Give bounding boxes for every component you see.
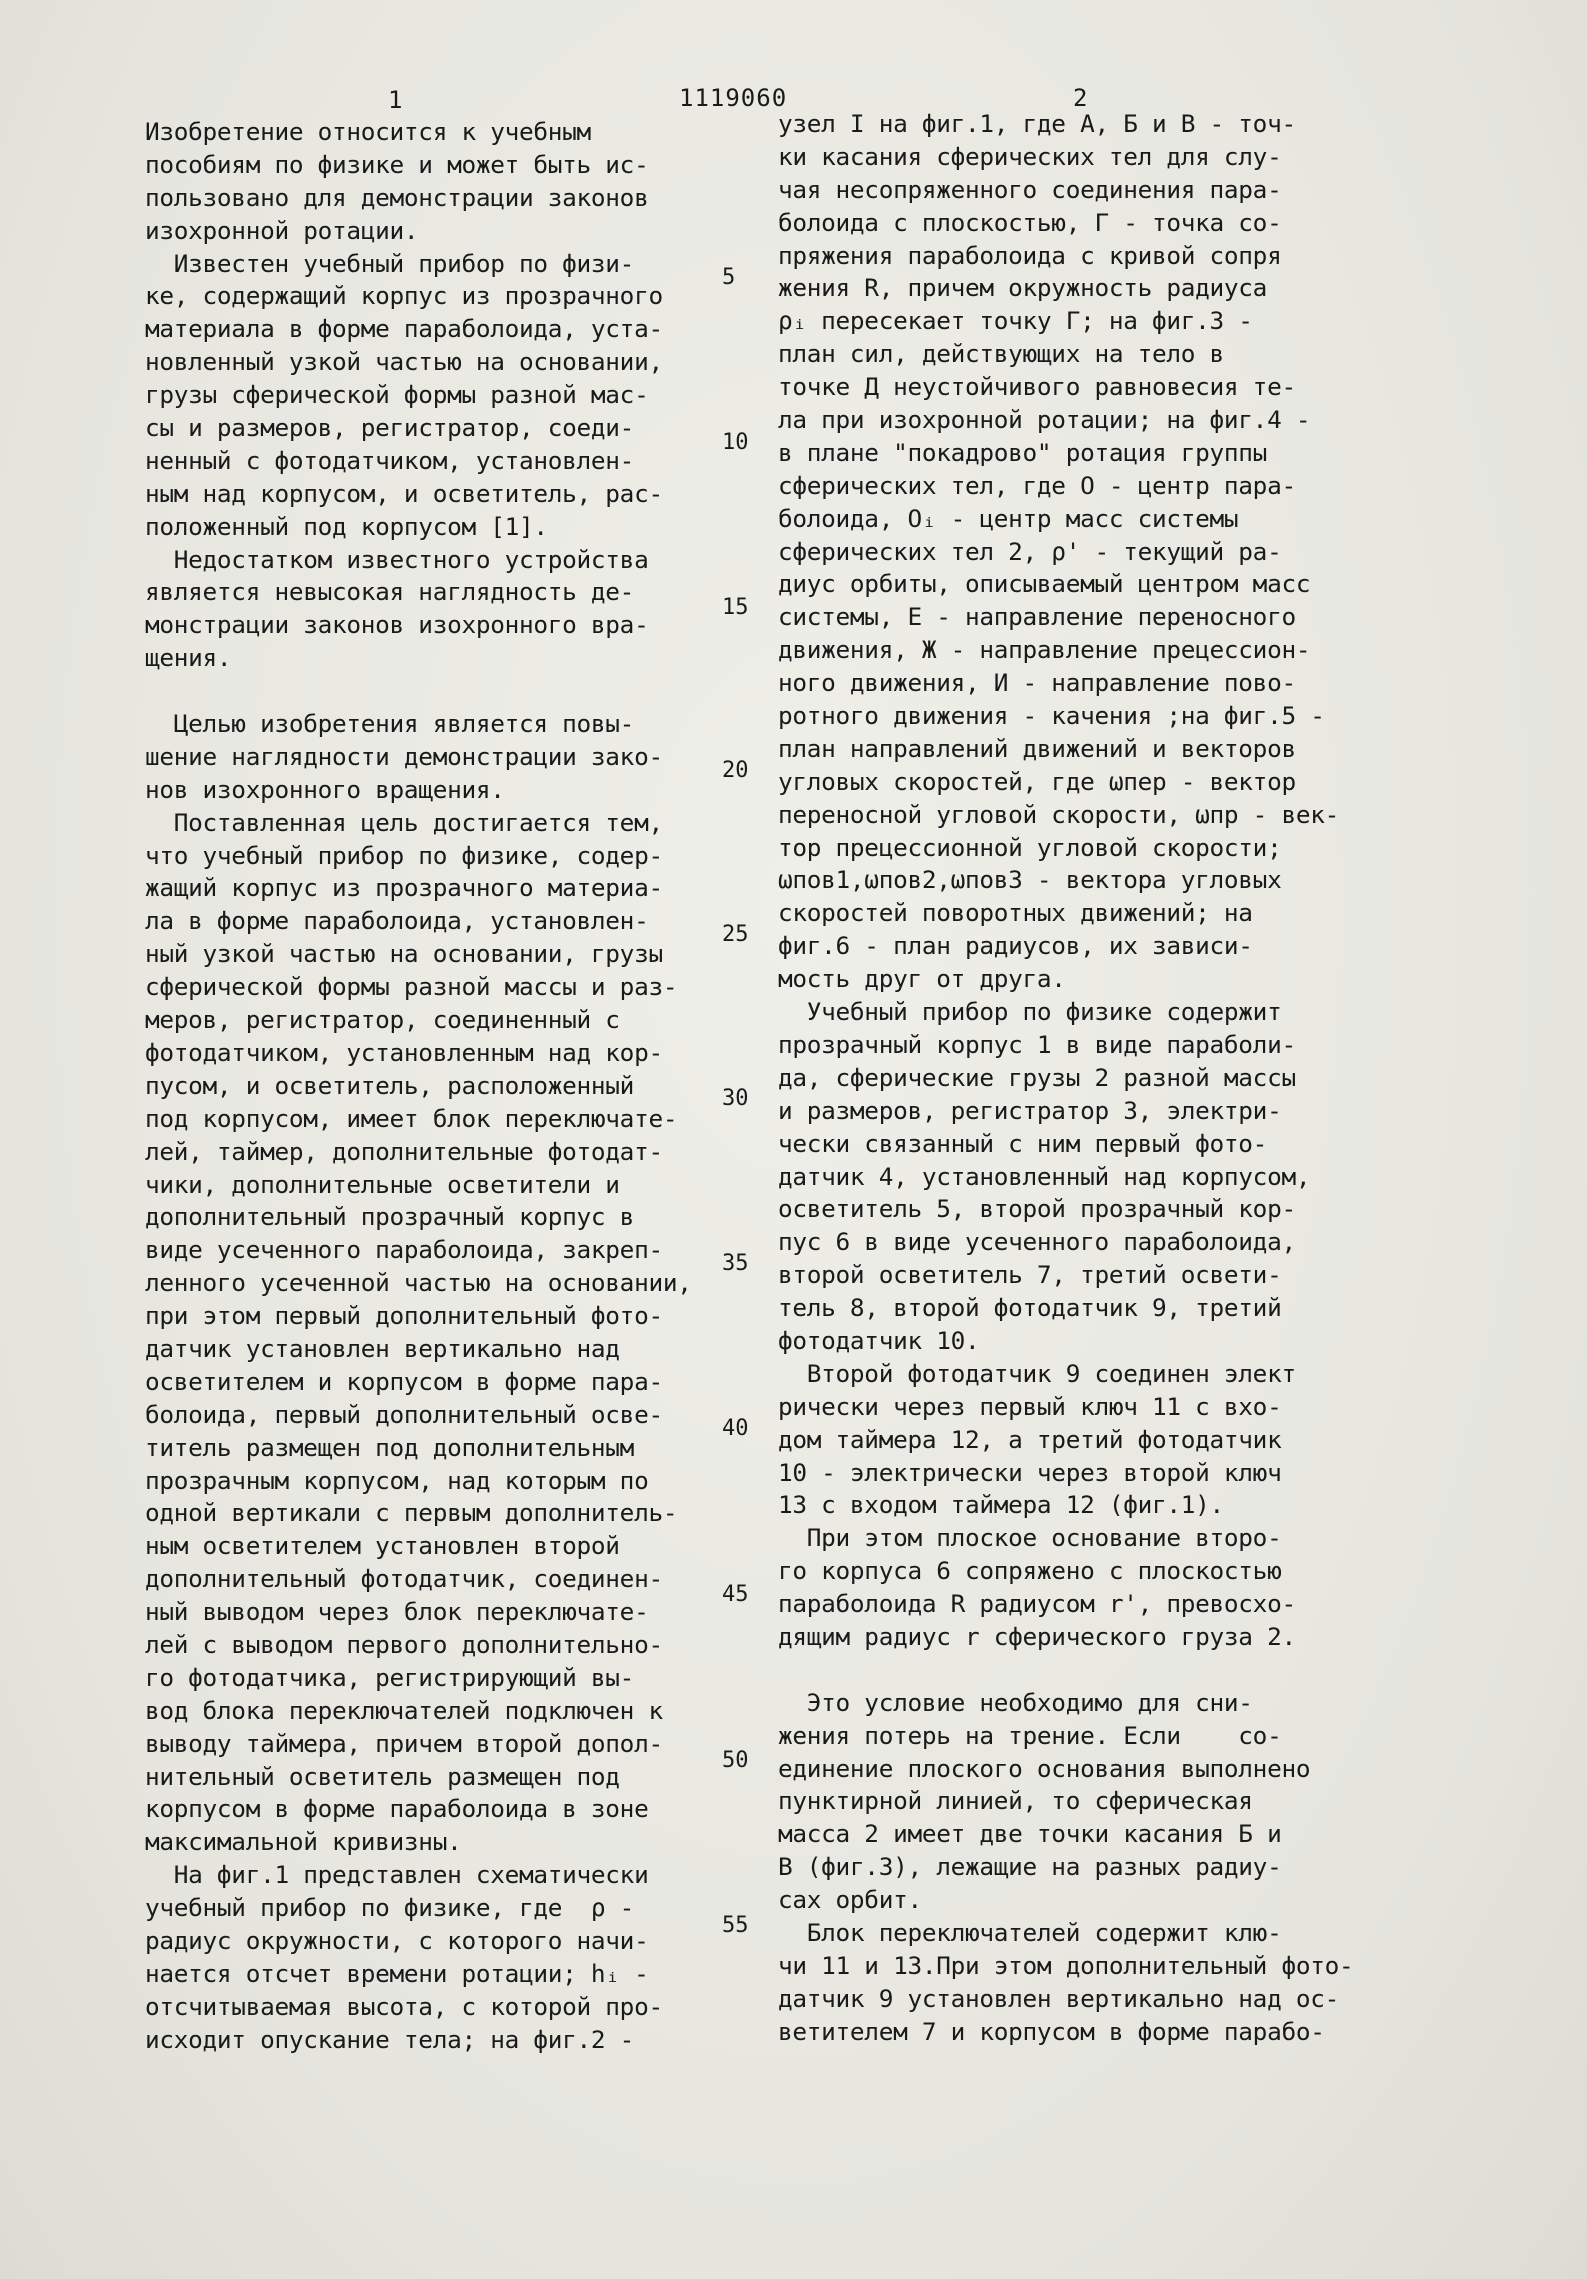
text-line: ным над корпусом, и осветитель, рас- — [145, 478, 663, 508]
line-number: 30 — [722, 1086, 749, 1111]
text-line: при этом первый дополнительный фото- — [145, 1301, 663, 1331]
text-line: го корпуса 6 сопряжено с плоскостью — [778, 1556, 1282, 1586]
text-line: ленного усеченной частью на основании, — [145, 1268, 692, 1298]
text-line: титель размещен под дополнительным — [145, 1432, 635, 1462]
text-line: болоида, Оᵢ - центр масс системы — [778, 503, 1239, 533]
text-line: чи 11 и 13.При этом дополнительный фото- — [778, 1950, 1354, 1980]
line-number: 35 — [722, 1251, 749, 1276]
text-line: грузы сферической формы разной мас- — [145, 380, 649, 410]
text-line: рически через первый ключ 11 с вхо- — [778, 1391, 1282, 1421]
text-line: пунктирной линией, то сферическая — [778, 1786, 1253, 1816]
text-line: масса 2 имеет две точки касания Б и — [778, 1819, 1282, 1849]
text-line: дом таймера 12, а третий фотодатчик — [778, 1424, 1282, 1454]
text-line: пособиям по физике и может быть ис- — [145, 149, 649, 179]
left-column-number: 1 — [388, 86, 404, 114]
text-line: нов изохронного вращения. — [145, 774, 505, 804]
line-number: 25 — [722, 922, 749, 947]
text-line: корпусом в форме параболоида в зоне — [145, 1794, 649, 1824]
text-line: сах орбит. — [778, 1885, 922, 1915]
text-line: щения. — [145, 643, 232, 673]
line-number: 45 — [722, 1582, 749, 1607]
text-line: диус орбиты, описываемый центром масс — [778, 569, 1311, 599]
text-line: лей, таймер, дополнительные фотодат- — [145, 1136, 663, 1166]
text-line: Известен учебный прибор по физи- — [145, 248, 635, 278]
text-line: ла в форме параболоида, установлен- — [145, 906, 649, 936]
text-line: материала в форме параболоида, уста- — [145, 314, 663, 344]
line-number: 10 — [722, 430, 749, 455]
text-line: осветитель 5, второй прозрачный кор- — [778, 1194, 1296, 1224]
text-line: ки касания сферических тел для слу- — [778, 141, 1282, 171]
text-line: чески связанный с ним первый фото- — [778, 1128, 1268, 1158]
line-number: 5 — [722, 265, 736, 290]
text-line: исходит опускание тела; на фиг.2 - — [145, 2024, 635, 2054]
text-line: сферической формы разной массы и раз- — [145, 972, 678, 1002]
text-line: дополнительный фотодатчик, соединен- — [145, 1564, 663, 1594]
text-line: единение плоского основания выполнено — [778, 1753, 1311, 1783]
right-column-number: 2 — [1073, 84, 1089, 112]
text-line: чики, дополнительные осветители и — [145, 1169, 620, 1199]
text-line: движения, Ж - направление прецессион- — [778, 635, 1311, 665]
text-line: 13 с входом таймера 12 (фиг.1). — [778, 1490, 1224, 1520]
text-line: скоростей поворотных движений; на — [778, 898, 1253, 928]
text-line: учебный прибор по физике, где ρ - — [145, 1893, 635, 1923]
text-line: ный выводом через блок переключате- — [145, 1597, 649, 1627]
text-line: датчик установлен вертикально над — [145, 1333, 620, 1363]
text-line: Блок переключателей содержит клю- — [778, 1917, 1282, 1947]
text-line: пряжения параболоида с кривой сопря — [778, 240, 1282, 270]
text-line: вод блока переключателей подключен к — [145, 1695, 663, 1725]
text-line: На фиг.1 представлен схематически — [145, 1860, 649, 1890]
text-line: болоида с плоскостью, Г - точка со- — [778, 207, 1282, 237]
text-line: отсчитываемая высота, с которой про- — [145, 1991, 663, 2021]
text-line: лей с выводом первого дополнительно- — [145, 1629, 663, 1659]
text-line: угловых скоростей, где ωпер - вектор — [778, 766, 1296, 796]
text-line: переносной угловой скорости, ωпр - век- — [778, 799, 1339, 829]
text-line: да, сферические грузы 2 разной массы — [778, 1062, 1296, 1092]
right-text-column — [778, 108, 1354, 2049]
text-line: одной вертикали с первым дополнитель- — [145, 1498, 678, 1528]
text-line: максимальной кривизны. — [145, 1827, 462, 1857]
text-line: дящим радиус r сферического груза 2. — [778, 1621, 1296, 1651]
text-line: Поставленная цель достигается тем, — [145, 807, 663, 837]
text-line: фотодатчик 10. — [778, 1325, 980, 1355]
line-number: 20 — [722, 758, 749, 783]
text-line: ла при изохронной ротации; на фиг.4 - — [778, 405, 1311, 435]
text-line: под корпусом, имеет блок переключате- — [145, 1103, 678, 1133]
line-number: 15 — [722, 595, 749, 620]
text-line: радиус окружности, с которого начи- — [145, 1925, 649, 1955]
text-line: нается отсчет времени ротации; hᵢ - — [145, 1958, 649, 1988]
text-line: шение наглядности демонстрации зако- — [145, 741, 663, 771]
text-line: прозрачным корпусом, над которым по — [145, 1465, 649, 1495]
text-line: ный узкой частью на основании, грузы — [145, 939, 663, 969]
text-line: второй осветитель 7, третий освети- — [778, 1260, 1282, 1290]
text-line: пользовано для демонстрации законов — [145, 182, 649, 212]
text-line: план направлений движений и векторов — [778, 733, 1296, 763]
text-line: узел I на фиг.1, где А, Б и В - точ- — [778, 109, 1296, 138]
text-line: го фотодатчика, регистрирующий вы- — [145, 1662, 635, 1692]
text-line: жащий корпус из прозрачного материа- — [145, 873, 663, 903]
text-line: болоида, первый дополнительный осве- — [145, 1399, 663, 1429]
text-line: параболоида R радиусом r', превосхо- — [778, 1589, 1296, 1619]
line-number: 50 — [722, 1748, 749, 1773]
text-line: Недостатком известного устройства — [145, 544, 649, 574]
text-line: сферических тел 2, ρ' - текущий ра- — [778, 536, 1282, 566]
text-line: новленный узкой частью на основании, — [145, 347, 663, 377]
text-line: точке Д неустойчивого равновесия те- — [778, 372, 1296, 402]
text-line: 10 - электрически через второй ключ — [778, 1457, 1282, 1487]
text-line: ного движения, И - направление пово- — [778, 668, 1296, 698]
patent-number: 1119060 — [679, 84, 788, 112]
text-line: Второй фотодатчик 9 соединен элект — [778, 1358, 1296, 1388]
text-line: фиг.6 - план радиусов, их зависи- — [778, 931, 1253, 961]
text-line — [778, 1654, 1333, 1687]
text-line: прозрачный корпус 1 в виде параболи- — [778, 1029, 1296, 1059]
text-line: ωпов1,ωпов2,ωпов3 - вектора угловых — [778, 865, 1282, 895]
text-line: сферических тел, где О - центр пара- — [778, 470, 1296, 500]
text-line: ным осветителем установлен второй — [145, 1531, 620, 1561]
text-line: меров, регистратор, соединенный с — [145, 1005, 620, 1035]
text-line: датчик 9 установлен вертикально над ос- — [778, 1983, 1339, 2013]
text-line: мость друг от друга. — [778, 964, 1066, 994]
text-line: В (фиг.3), лежащие на разных радиу- — [778, 1852, 1282, 1882]
text-line: дополнительный прозрачный корпус в — [145, 1202, 635, 1232]
text-line: системы, Е - направление переносного — [778, 602, 1296, 632]
text-line: ке, содержащий корпус из прозрачного — [145, 281, 663, 311]
text-line: является невысокая наглядность де- — [145, 577, 635, 607]
text-line: чая несопряженного соединения пара- — [778, 174, 1282, 204]
text-line: план сил, действующих на тело в — [778, 339, 1224, 369]
text-line: ротного движения - качения ;на фиг.5 - — [778, 701, 1325, 731]
text-line: Учебный прибор по физике содержит — [778, 997, 1282, 1027]
text-line: пус 6 в виде усеченного параболоида, — [778, 1227, 1296, 1257]
left-text-column — [145, 116, 700, 2057]
text-line: ненный с фотодатчиком, установлен- — [145, 445, 635, 475]
text-line: сы и размеров, регистратор, соеди- — [145, 413, 635, 443]
text-line: датчик 4, установленный над корпусом, — [778, 1161, 1311, 1191]
text-line: в плане "покадрово" ротация группы — [778, 437, 1268, 467]
text-line: пусом, и осветитель, расположенный — [145, 1070, 635, 1100]
text-line — [145, 675, 700, 708]
line-number: 55 — [722, 1913, 749, 1938]
text-line: фотодатчиком, установленным над кор- — [145, 1037, 663, 1067]
text-line: положенный под корпусом [1]. — [145, 511, 548, 541]
text-line: Это условие необходимо для сни- — [778, 1687, 1253, 1717]
text-line: ветителем 7 и корпусом в форме парабо- — [778, 2016, 1325, 2046]
text-line: что учебный прибор по физике, содер- — [145, 840, 663, 870]
line-number: 40 — [722, 1416, 749, 1441]
text-line: осветителем и корпусом в форме пара- — [145, 1366, 663, 1396]
text-line: изохронной ротации. — [145, 215, 419, 245]
text-line: Целью изобретения является повы- — [145, 709, 635, 739]
text-line: тор прецессионной угловой скорости; — [778, 832, 1282, 862]
text-line: тель 8, второй фотодатчик 9, третий — [778, 1293, 1282, 1323]
text-line: виде усеченного параболоида, закреп- — [145, 1235, 663, 1265]
text-line: ρᵢ пересекает точку Г; на фиг.3 - — [778, 306, 1253, 336]
text-line: нительный осветитель размещен под — [145, 1761, 620, 1791]
text-line: монстрации законов изохронного вра- — [145, 610, 649, 640]
text-line: жения потерь на трение. Если со- — [778, 1720, 1282, 1750]
text-line: жения R, причем окружность радиуса — [778, 273, 1268, 303]
text-line: При этом плоское основание второ- — [778, 1523, 1282, 1553]
text-line: и размеров, регистратор 3, электри- — [778, 1095, 1282, 1125]
text-line: выводу таймера, причем второй допол- — [145, 1728, 663, 1758]
text-line: Изобретение относится к учебным — [145, 117, 591, 146]
